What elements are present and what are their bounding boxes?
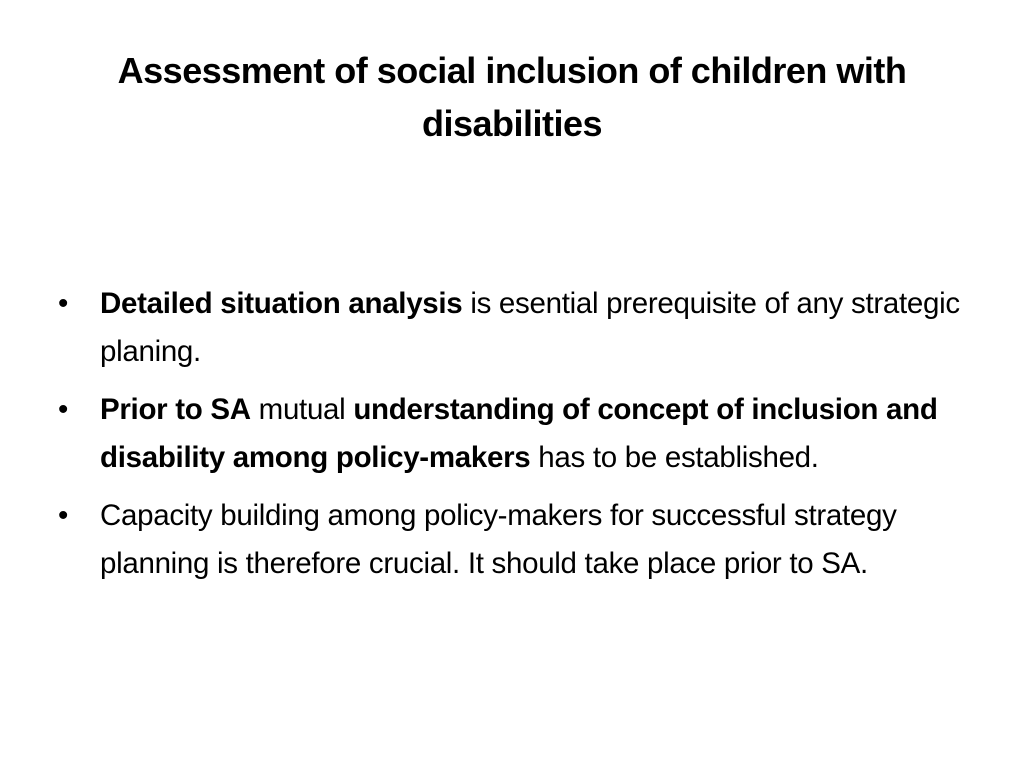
bullet-item (58, 492, 978, 588)
bullet-item (58, 386, 978, 482)
bullet-marker: • (58, 393, 69, 426)
bullet-text: has to be established. (530, 441, 819, 474)
bullet-text-bold: understanding of concept of inclusion and disability among policy-makers (100, 393, 938, 474)
bullet-text: is esential prerequisite of any strategic planing. (100, 287, 960, 368)
bullet-text: Capacity building among policy-makers for successful strategy planning is therefore crucial. It should take place prior to SA. (100, 499, 897, 580)
bullet-list (58, 280, 978, 598)
slide-title: Assessment of social inclusion of children with disabilities (117, 50, 907, 144)
bullet-item (58, 280, 978, 376)
bullet-text-bold: Detailed situation analysis (100, 287, 463, 320)
bullet-marker: • (58, 287, 69, 320)
bullet-marker: • (58, 499, 69, 532)
bullet-text-bold: Prior to SA (100, 393, 251, 426)
bullet-text: mutual (250, 393, 354, 426)
